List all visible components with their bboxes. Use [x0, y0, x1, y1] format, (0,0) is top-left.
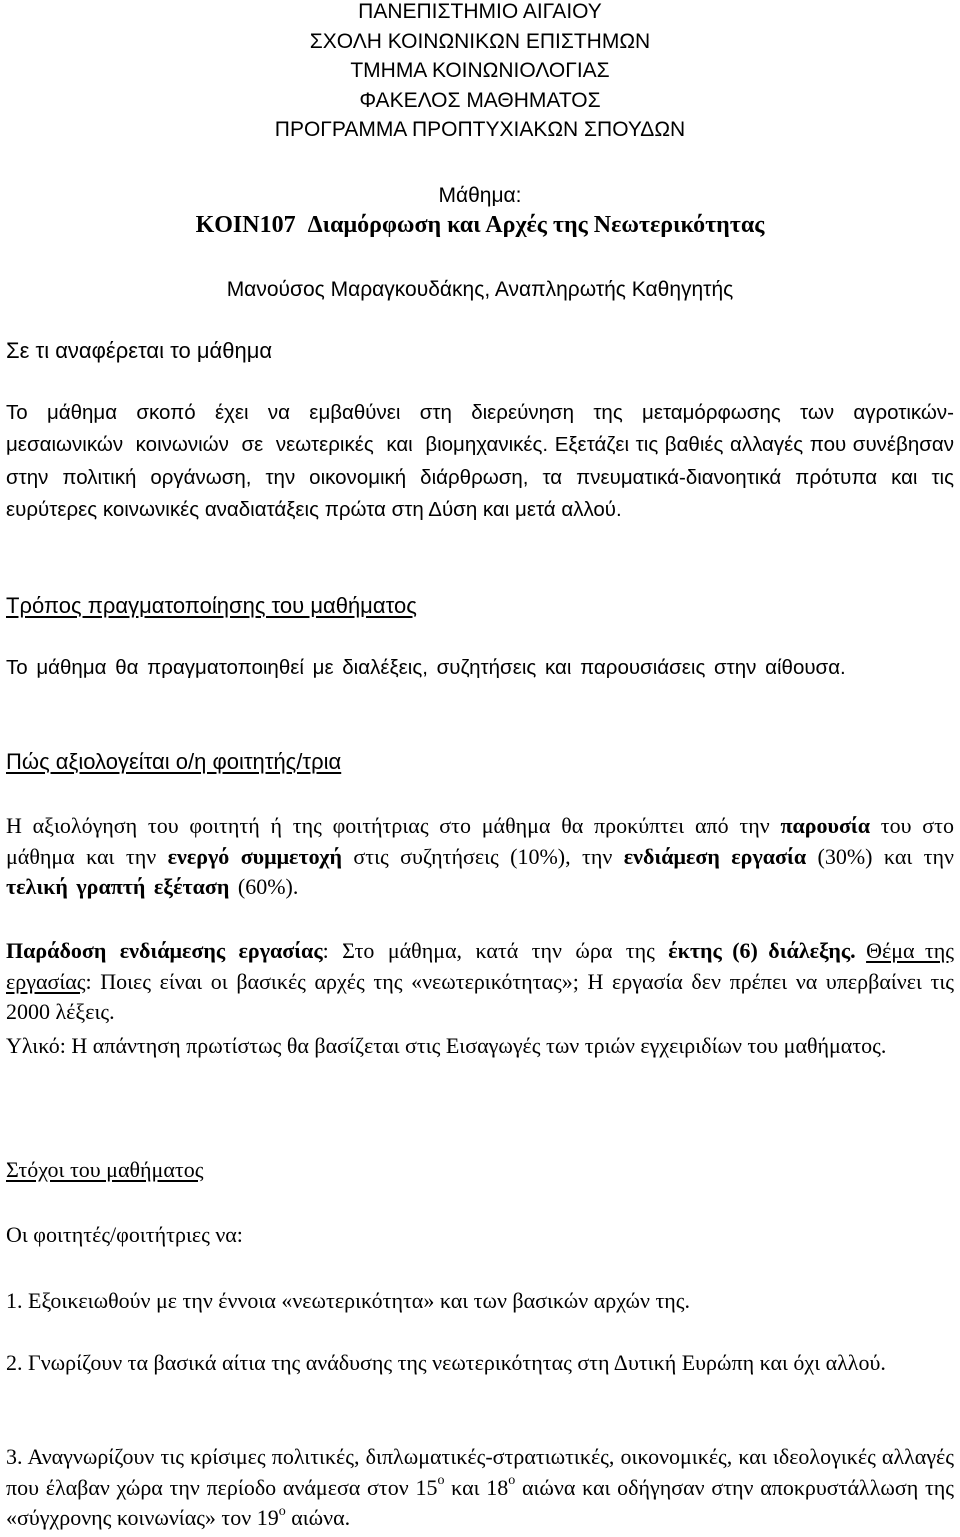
folder-title: ΦΑΚΕΛΟΣ ΜΑΘΗΜΑΤΟΣ: [359, 88, 601, 112]
submission-text-b: : Στο μάθημα, κατά την ώρα της: [322, 938, 669, 963]
goal-item-3-c: αιώνα και οδήγησαν στην αποκρυστάλλωση της «σύγχρονης κοινωνίας» τον 19: [6, 1474, 954, 1530]
submission-term: Παράδοση ενδιάμεσης εργασίας: [6, 938, 323, 963]
submission-text: [6, 936, 954, 1028]
participation-term: ενεργό συμμετοχή: [167, 843, 342, 869]
delivery-text: Το μάθημα θα πραγματοποιηθεί με διαλέξεις, συζητήσεις και παρουσιάσεις στην αίθουσα.: [6, 656, 846, 679]
assessment-text-c: του στο μάθημα και την: [6, 813, 954, 869]
assignment-topic-text: : Ποιες είναι οι βασικές αρχές της «νεωτερικότητας»; Η εργασία δεν πρέπει να υπερβαίνει τις 2000 λέξεις.: [6, 968, 954, 1024]
assignment-topic-label: Θέμα της εργασίας: [6, 938, 954, 994]
school-name: ΣΧΟΛΗ ΚΟΙΝΩΝΙΚΩΝ ΕΠΙΣΤΗΜΩΝ: [309, 29, 651, 53]
assessment-text-e: στις συζητήσεις (10%), την: [341, 843, 624, 869]
superscript-o: ο: [437, 1473, 445, 1489]
assessment-text-g: (30%) και την: [806, 843, 954, 869]
about-text: [6, 397, 954, 526]
program-name: ΠΡΟΓΡΑΜΜΑ ΠΡΟΠΤΥΧΙΑΚΩΝ ΣΠΟΥΔΩΝ: [274, 118, 686, 141]
course-code: KOIN107: [195, 212, 296, 238]
goal-item-3-b: και 18: [444, 1474, 509, 1500]
goals-intro: Οι φοιτητές/φοιτήτριες να:: [6, 1222, 243, 1247]
about-text-part-2: Εξετάζει τις βαθιές αλλαγές που συνέβησαν στην πολιτική οργάνωση, την οικονομική διάρθρωση, τα πνευματικά-διανοητικά πρότυπα και τις ευρύτερες κοινωνικές αναδιατάξεις πρώτα στη Δύση και μετά αλλού.: [6, 433, 955, 521]
goal-item-2: 2. Γνωρίζουν τα βασικά αίτια της ανάδυσης της νεωτερικότητας στη Δυτική Ευρώπη και όχι αλλού.: [6, 1350, 886, 1375]
presence-term: παρουσία: [780, 813, 871, 838]
delivery-heading: Τρόπος πραγματοποίησης του μαθήματος: [6, 593, 417, 618]
goal-item-3-d: αιώνα.: [285, 1505, 351, 1530]
superscript-o: ο: [508, 1473, 516, 1489]
assessment-text-i: (60%).: [229, 874, 299, 899]
assessment-text: [6, 811, 954, 903]
assessment-text-a: Η αξιολόγηση του φοιτητή ή της φοιτήτριας στο μάθημα θα προκύπτει από την: [6, 813, 781, 838]
goals-heading: Στόχοι του μαθήματος: [6, 1157, 204, 1182]
department-name: ΤΜΗΜΑ ΚΟΙΝΩΝΙΟΛΟΓΙΑΣ: [350, 59, 610, 82]
course-title: [0, 210, 960, 240]
goal-item-3-a: 3. Αναγνωρίζουν τις κρίσιμες πολιτικές, διπλωματικές-στρατιωτικές, οικονομικές, και ιδεολογικές αλλαγές που έλαβαν χώρα την περίοδο ανάμεσα στον 15: [6, 1444, 954, 1500]
assessment-heading: Πώς αξιολογείται ο/η φοιτητής/τρια: [6, 749, 342, 774]
superscript-o: ο: [278, 1503, 286, 1519]
university-name: ΠΑΝΕΠΙΣΤΗΜΙΟ ΑΙΓΑΙΟΥ: [358, 0, 602, 23]
course-label: Μάθημα:: [438, 184, 522, 207]
document-header: [0, 0, 960, 145]
midterm-term: ενδιάμεση εργασία: [623, 843, 807, 869]
about-heading: Σε τι αναφέρεται το μάθημα: [6, 338, 273, 363]
material-text: Υλικό: Η απάντηση πρωτίστως θα βασίζεται στις Εισαγωγές των τριών εγχειριδίων του μαθήματος.: [6, 1033, 887, 1058]
course-name: Διαμόρφωση και Αρχές της Νεωτερικότητας: [307, 212, 765, 238]
about-text-part-1: Το μάθημα σκοπό έχει να εμβαθύνει στη διερεύνηση της μεταμόρφωσης των αγροτικών-μεσαιωνικών κοινωνιών σε νεωτερικές και βιομηχανικές.: [6, 401, 954, 457]
goal-item-1: 1. Εξοικειωθούν με την έννοια «νεωτερικότητα» και των βασικών αρχών της.: [6, 1288, 691, 1313]
submission-space: [856, 938, 866, 963]
final-exam-term: τελική γραπτή εξέταση: [6, 874, 230, 899]
instructor: Μανούσος Μαραγκουδάκης, Αναπληρωτής Καθηγητής: [226, 278, 734, 301]
goal-item-3: [6, 1442, 954, 1534]
sixth-lecture-term: έκτης (6) διάλεξης.: [668, 938, 856, 963]
